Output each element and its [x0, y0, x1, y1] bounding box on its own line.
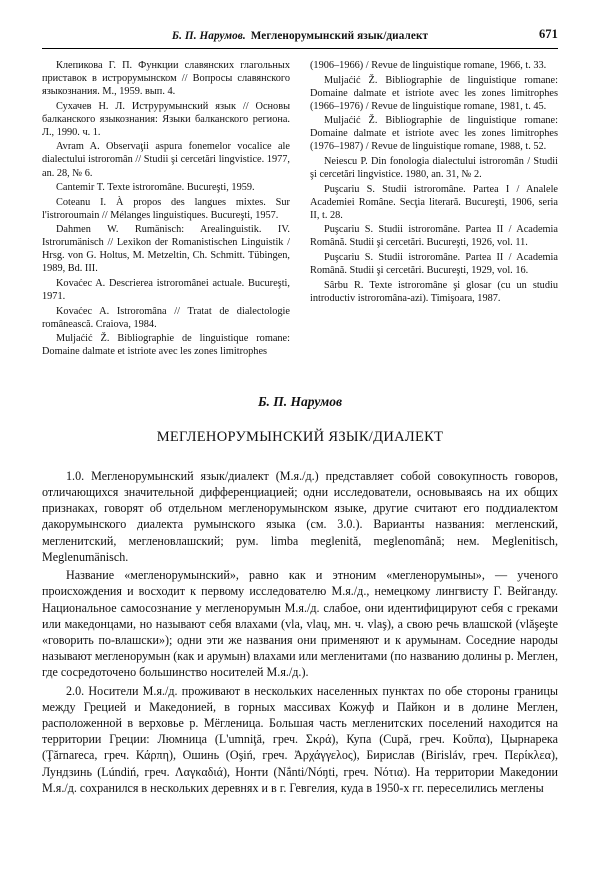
article-paragraph: Название «мегленорумынский», равно как и этноним «мегленорумыны», — ученого происхождения и восходит к первому исследователю М.я./д., немецкому лингвисту Г. Вейганду. Национальное самосознание у мегленорумын М.я./д. слабое, они идентифицируют себя с греками или македонцами, но называют себя влахами (vla, vlaų, мн. ч. vlaş), а свою речь влашской (vlăşeşte «говорить по-влашски»); одни эти же названия они применяют и к арумынам. Соседние народы называют мегленорумын (как и арумын) влахами или мегленитами (по названию долины р. Меглен, где сосредоточено большинство носителей М.я./д.). [42, 568, 558, 680]
reference-entry: Muljaćić Ž. Bibliographie de linguistique romane: Domaine dalmate et istriote avec les zones limitrophes (1976–1987) / Revue de linguistique romane, 1988, t. 52. [310, 115, 558, 153]
article-paragraph: 1.0. Мегленорумынский язык/диалект (М.я./д.) представляет собой совокупность говоров, отличающихся значительной дифференциацией; одни исследователи, основываясь на их общих признаках, говорят об отдельном мегленорумынском языке, другие считают его поддиалектом дакорумынского диалекта румынского языка (см. 3.0.). Варианты названия: мегленский, мегленитский, мегленовлашский; рум. limba meglenită, meglenomână; нем. Meglenitisch, Meglenumänisch. [42, 468, 558, 564]
reference-entry: Neiescu P. Din fonologia dialectului istroromân / Studii şi cercetări lingvistice. 1980, an. 31, № 2. [310, 155, 558, 180]
reference-columns [42, 59, 558, 360]
reference-column-right [310, 59, 558, 306]
reference-entry: Puşcariu S. Studii istroromâne. Partea I / Analele Academiei Române. Secţia literară. Bucureşti, 1906, seria II, t. 28. [310, 183, 558, 221]
article-body [42, 468, 558, 796]
reference-entry: Coteanu I. À propos des langues mixtes. Sur l'istroroumain // Mélanges linguistiques. Bucureşti, 1957. [42, 196, 290, 221]
reference-entry: Muljaćić Ž. Bibliographie de linguistique romane: Domaine dalmate et istriote avec les zones limitrophes (1966–1976) / Revue de linguistique romane, 1981, t. 45. [310, 74, 558, 112]
article-paragraph: 2.0. Носители М.я./д. проживают в нескольких населенных пунктах по обе стороны границы между Грецией и Македонией, в горных массивах Кожуф и Пайкон и в долине Меглен, расположенной в верховье р. Мёгленица. Большая часть мегленитских поселений находится на территории Греции: Люмница (L'umniţă, греч. Σκρά), Купа (Cupă, греч. Κοῦπα), Цырнарека (Ţărnareca, греч. Κάρπη), Ошинь (Oşiń, греч. Ἀρχάγγελος), Бирислав (Birisláv, греч. Περίκλεα), Лундзинь (Lúndiń, греч. Λαγκαδιά), Нонти (Nắnti/Nóŋti, греч. Νότια). На территории Македонии М.я./д. сохранился в нескольких деревнях и в г. Гевгелия, куда в 1950-х гг. переселились меглены [42, 683, 558, 795]
header-divider [42, 48, 558, 49]
header-author: Б. П. Нарумов. [171, 30, 246, 42]
reference-entry: Avram A. Observaţii aspura fonemelor vocalice ale dialectului istroromân // Studii şi cercetări lingvistice. 1977, an. 28, № 6. [42, 141, 290, 179]
reference-entry: Puşcariu S. Studii istroromâne. Partea II / Academia Română. Studii şi cercetări. Bucureşti, 1926, vol. 11. [310, 224, 558, 249]
reference-entry: (1906–1966) / Revue de linguistique romane, 1966, t. 33. [310, 60, 547, 71]
reference-entry: Клепикова Г. П. Функции славянских глагольных приставок в истрорумынском // Вопросы славянского языкознания. М., 1959. вып. 4. [42, 60, 290, 98]
reference-entry: Dahmen W. Rumänisch: Arealinguistik. IV. Istrorumänisch // Lexikon der Romanistischen Linguistik / Hrsg. von G. Holtus, M. Metzeltin, Ch. Schmitt. Tübingen, 1989, Bd. III. [42, 224, 290, 275]
reference-column-left [42, 59, 290, 360]
reference-entry: Сухачев Н. Л. Иструрумынский язык // Основы балканского языкознания: Языки балканского региона. Л., 1990. ч. 1. [42, 100, 290, 138]
article-title: МЕГЛЕНОРУМЫНСКИЙ ЯЗЫК/ДИАЛЕКТ [156, 428, 444, 445]
page-header [42, 27, 558, 46]
reference-entry: Puşcariu S. Studii istroromâne. Partea II / Academia Română. Studii şi cercetări. Bucureşti, 1929, vol. 16. [310, 251, 558, 276]
reference-entry: Sârbu R. Texte istroromâne şi glosar (cu un studiu introductiv istroromâna-azi). Timişoara, 1987. [310, 279, 558, 304]
header-title: Мегленорумынский язык/диалект [250, 30, 429, 42]
reference-entry: Muljaćić Ž. Bibliographie de linguistique romane: Domaine dalmate et istriote avec les zones limitrophes [42, 333, 290, 358]
reference-entry: Cantemir T. Texte istroromâne. Bucureşti, 1959. [56, 182, 255, 194]
reference-entry: Kovaćec A. Istroromâna // Tratat de dialectologie românească. Craiova, 1984. [42, 305, 290, 330]
page-number: 671 [538, 27, 558, 41]
reference-entry: Kovaćec A. Descrierea istroromânei actuale. Bucureşti, 1971. [42, 278, 290, 303]
article-author: Б. П. Нарумов [257, 393, 343, 409]
